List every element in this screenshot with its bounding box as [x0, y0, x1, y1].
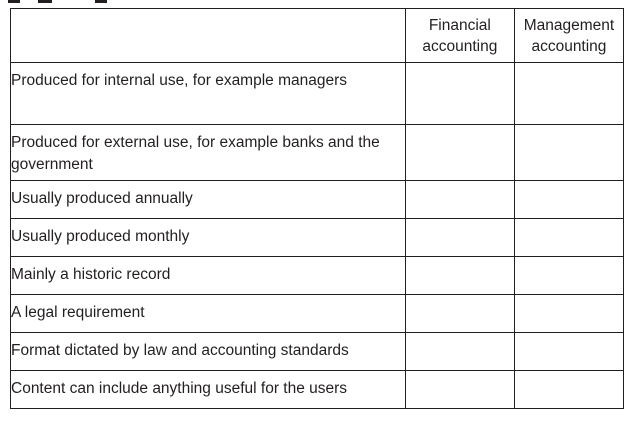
- statement-cell: Content can include anything useful for the users: [11, 371, 406, 409]
- management-answer-cell[interactable]: [514, 219, 623, 257]
- column-header-line: Financial: [428, 16, 491, 34]
- statement-cell: Mainly a historic record: [11, 257, 406, 295]
- statement-cell: Usually produced annually: [11, 181, 406, 219]
- table-row: [11, 257, 624, 295]
- financial-answer-cell[interactable]: [405, 257, 514, 295]
- financial-answer-cell[interactable]: [405, 125, 514, 181]
- table-row: [11, 371, 624, 409]
- management-answer-cell[interactable]: [514, 63, 623, 125]
- management-answer-cell[interactable]: [514, 181, 623, 219]
- statement-cell: Produced for internal use, for example managers: [11, 63, 406, 125]
- management-answer-cell[interactable]: [514, 333, 623, 371]
- table-row: [11, 181, 624, 219]
- statement-cell: Usually produced monthly: [11, 219, 406, 257]
- column-header-management-accounting: [514, 9, 623, 63]
- accounting-comparison-table: [10, 8, 624, 409]
- statement-cell: Produced for external use, for example banks and the government: [11, 125, 406, 181]
- management-answer-cell[interactable]: [514, 257, 623, 295]
- column-header-line: Management: [523, 16, 615, 34]
- statement-cell: Format dictated by law and accounting standards: [11, 333, 406, 371]
- table-row: [11, 63, 624, 125]
- management-answer-cell[interactable]: [514, 295, 623, 333]
- table-row: [11, 295, 624, 333]
- financial-answer-cell[interactable]: [405, 333, 514, 371]
- column-header-line: accounting: [422, 37, 498, 55]
- table-header-row: [11, 9, 624, 63]
- financial-answer-cell[interactable]: [405, 63, 514, 125]
- table-row: [11, 125, 624, 181]
- table-row: [11, 333, 624, 371]
- cropped-heading-fragment: [0, 0, 120, 3]
- statement-cell: A legal requirement: [11, 295, 406, 333]
- column-header-financial-accounting: [405, 9, 514, 63]
- header-blank-cell: [11, 9, 406, 63]
- column-header-line: accounting: [531, 37, 607, 55]
- financial-answer-cell[interactable]: [405, 295, 514, 333]
- table-row: [11, 219, 624, 257]
- financial-answer-cell[interactable]: [405, 371, 514, 409]
- financial-answer-cell[interactable]: [405, 181, 514, 219]
- management-answer-cell[interactable]: [514, 371, 623, 409]
- management-answer-cell[interactable]: [514, 125, 623, 181]
- financial-answer-cell[interactable]: [405, 219, 514, 257]
